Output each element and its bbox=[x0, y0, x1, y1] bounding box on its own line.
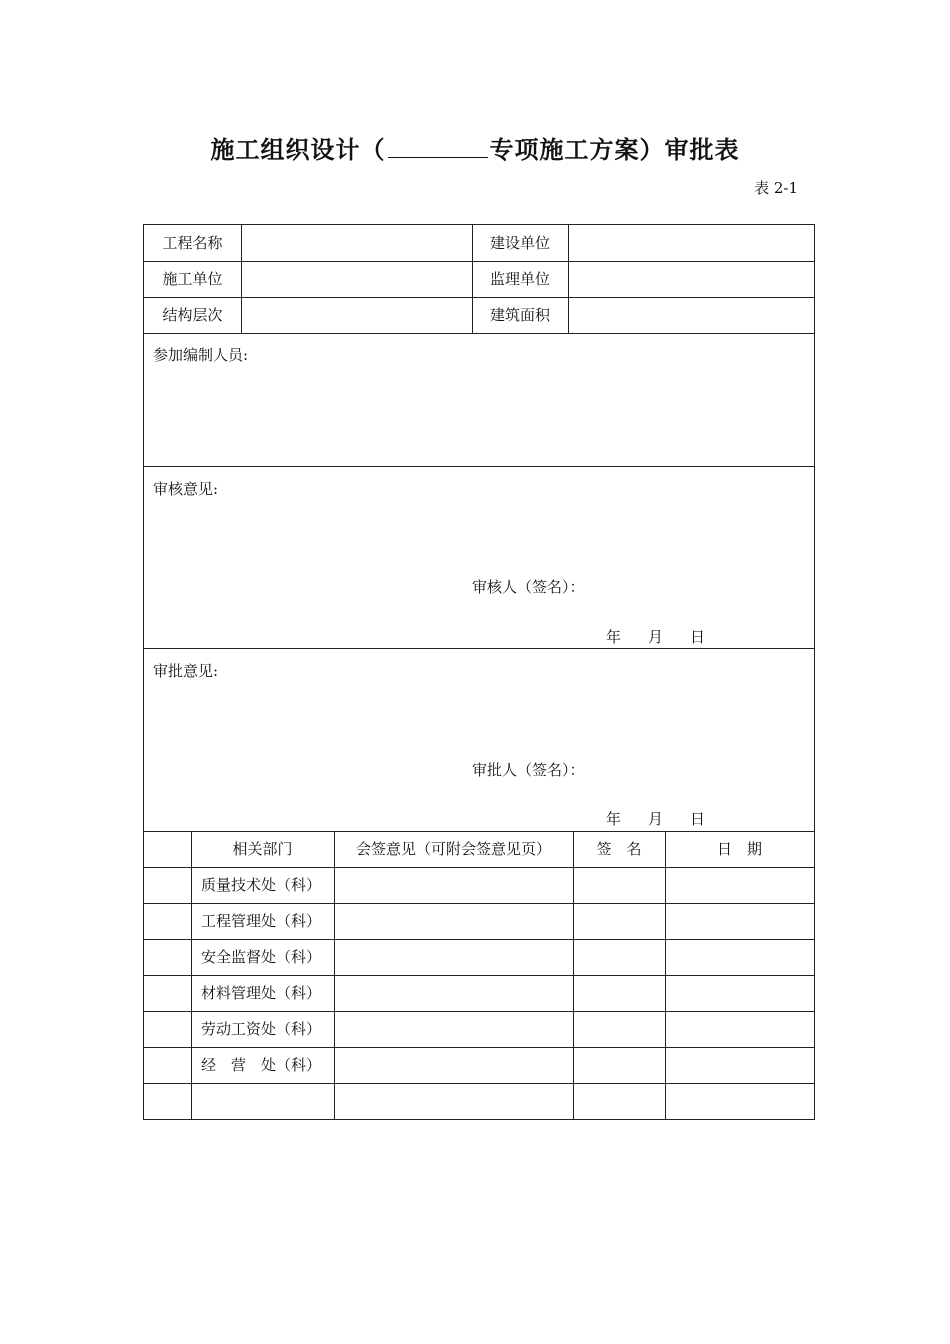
row-divider bbox=[144, 466, 814, 467]
builder-unit-label: 施工单位 bbox=[162, 270, 223, 288]
construction-unit-field[interactable] bbox=[569, 225, 814, 261]
approver-signature-label: 审批人（签名）： bbox=[472, 761, 585, 779]
row-divider bbox=[144, 648, 814, 649]
building-area-field[interactable] bbox=[569, 297, 814, 333]
title-prefix: 施工组织设计（ bbox=[210, 136, 386, 164]
department-name: 材料管理处（科） bbox=[201, 984, 322, 1002]
department-name: 劳动工资处（科） bbox=[201, 1020, 322, 1038]
col-header-opinion: 会签意见（可附会签意见页） bbox=[355, 840, 551, 858]
reviewer-signature-label: 审核人（签名）： bbox=[472, 578, 585, 596]
project-name-label: 工程名称 bbox=[162, 234, 223, 252]
department-name: 质量技术处（科） bbox=[201, 876, 322, 894]
structure-levels-label: 结构层次 bbox=[162, 306, 223, 324]
approval-date-month: 月 bbox=[648, 810, 664, 828]
col-header-signature: 签 名 bbox=[596, 840, 642, 858]
department-name: 工程管理处（科） bbox=[201, 912, 322, 930]
department-name: 经 营 处（科） bbox=[201, 1056, 322, 1074]
approval-date-day: 日 bbox=[690, 810, 706, 828]
structure-levels-field[interactable] bbox=[242, 297, 472, 333]
approval-date-year: 年 bbox=[606, 810, 622, 828]
compilers-label: 参加编制人员: bbox=[153, 346, 249, 364]
supervision-unit-label: 监理单位 bbox=[489, 270, 550, 288]
review-opinion-label: 审核意见: bbox=[153, 480, 219, 498]
col-header-date: 日 期 bbox=[716, 840, 762, 858]
review-date-day: 日 bbox=[690, 628, 706, 646]
form-title bbox=[0, 130, 950, 165]
col-header-department: 相关部门 bbox=[232, 840, 293, 858]
col-divider bbox=[191, 831, 192, 1119]
row-divider bbox=[144, 1083, 814, 1084]
col-divider bbox=[665, 831, 666, 1119]
col-divider bbox=[334, 831, 335, 1119]
col-divider bbox=[573, 831, 574, 1119]
department-name: 安全监督处（科） bbox=[201, 948, 322, 966]
title-blank-line[interactable] bbox=[388, 135, 488, 158]
compilers-field[interactable] bbox=[144, 365, 814, 465]
builder-unit-field[interactable] bbox=[242, 261, 472, 297]
review-date-year: 年 bbox=[606, 628, 622, 646]
project-name-field[interactable] bbox=[242, 225, 472, 261]
building-area-label: 建筑面积 bbox=[489, 306, 550, 324]
review-date-month: 月 bbox=[648, 628, 664, 646]
construction-unit-label: 建设单位 bbox=[489, 234, 550, 252]
row-divider bbox=[144, 333, 814, 334]
approval-form-table bbox=[143, 224, 815, 1120]
approval-opinion-label: 审批意见: bbox=[153, 662, 219, 680]
supervision-unit-field[interactable] bbox=[569, 261, 814, 297]
form-number: 表 2-1 bbox=[754, 179, 798, 197]
title-suffix: 专项施工方案）审批表 bbox=[489, 136, 740, 164]
